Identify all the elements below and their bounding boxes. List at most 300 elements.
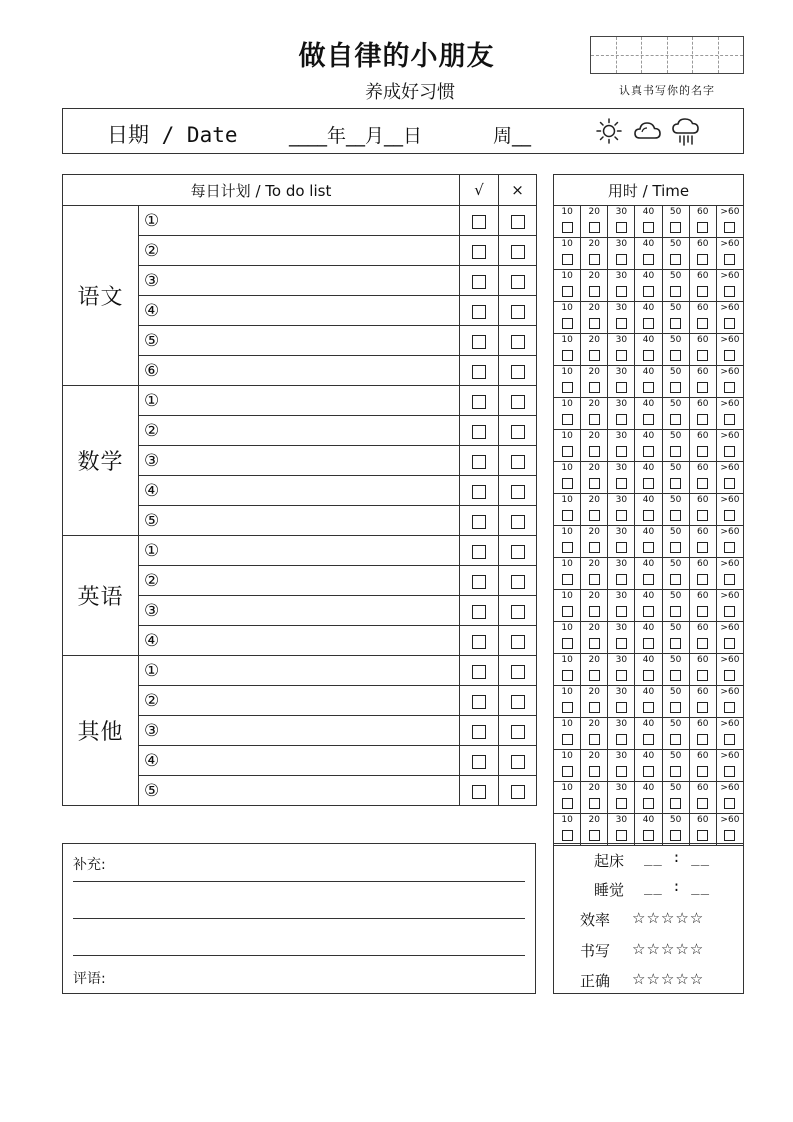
fail-checkbox[interactable]	[511, 245, 525, 259]
time-option[interactable]	[581, 686, 608, 718]
time-option[interactable]	[581, 366, 608, 398]
done-checkbox[interactable]	[472, 425, 486, 439]
fail-checkbox[interactable]	[511, 725, 525, 739]
time-option-checkbox[interactable]	[589, 702, 600, 713]
time-option-checkbox[interactable]	[724, 254, 735, 265]
time-option[interactable]	[581, 526, 608, 558]
time-option-checkbox[interactable]	[670, 446, 681, 457]
time-option-checkbox[interactable]	[670, 510, 681, 521]
time-option-checkbox[interactable]	[562, 446, 573, 457]
done-checkbox[interactable]	[472, 485, 486, 499]
time-option-checkbox[interactable]	[724, 766, 735, 777]
todo-item-number[interactable]: ③	[139, 446, 460, 476]
time-option[interactable]	[635, 462, 662, 494]
time-option-checkbox[interactable]	[670, 350, 681, 361]
time-option-checkbox[interactable]	[616, 382, 627, 393]
time-option[interactable]	[635, 718, 662, 750]
time-option[interactable]	[689, 270, 716, 302]
done-checkbox[interactable]	[472, 305, 486, 319]
time-option[interactable]	[581, 494, 608, 526]
fail-checkbox[interactable]	[511, 425, 525, 439]
time-option[interactable]	[554, 622, 581, 654]
time-option-checkbox[interactable]	[562, 382, 573, 393]
todo-item-number[interactable]: ④	[139, 296, 460, 326]
time-option[interactable]	[716, 430, 743, 462]
time-option[interactable]	[635, 622, 662, 654]
time-option[interactable]	[635, 590, 662, 622]
time-option-checkbox[interactable]	[589, 350, 600, 361]
time-option[interactable]	[608, 718, 635, 750]
time-option-checkbox[interactable]	[562, 510, 573, 521]
time-option-checkbox[interactable]	[562, 414, 573, 425]
time-option[interactable]	[581, 814, 608, 846]
rating-stars[interactable]: ☆☆☆☆☆	[632, 909, 705, 927]
fail-checkbox[interactable]	[511, 215, 525, 229]
time-option[interactable]	[554, 398, 581, 430]
sun-icon[interactable]	[595, 117, 623, 145]
todo-item-number[interactable]: ⑤	[139, 506, 460, 536]
time-option-checkbox[interactable]	[670, 670, 681, 681]
wake-time-blank[interactable]: __ : __	[644, 850, 711, 866]
time-option-checkbox[interactable]	[616, 510, 627, 521]
time-option[interactable]	[635, 238, 662, 270]
time-option-checkbox[interactable]	[643, 574, 654, 585]
time-option[interactable]	[689, 750, 716, 782]
fail-checkbox[interactable]	[511, 575, 525, 589]
time-option[interactable]	[662, 430, 689, 462]
time-option[interactable]	[662, 558, 689, 590]
time-option[interactable]	[635, 750, 662, 782]
time-option-checkbox[interactable]	[616, 478, 627, 489]
time-option[interactable]	[608, 462, 635, 494]
time-option-checkbox[interactable]	[589, 478, 600, 489]
time-option-checkbox[interactable]	[697, 446, 708, 457]
time-option[interactable]	[581, 718, 608, 750]
name-cell[interactable]	[617, 37, 643, 73]
time-option[interactable]	[554, 526, 581, 558]
time-option-checkbox[interactable]	[643, 318, 654, 329]
time-option[interactable]	[662, 238, 689, 270]
time-option[interactable]	[662, 270, 689, 302]
time-option[interactable]	[581, 590, 608, 622]
time-option-checkbox[interactable]	[670, 702, 681, 713]
time-option-checkbox[interactable]	[724, 414, 735, 425]
time-option[interactable]	[662, 590, 689, 622]
time-option[interactable]	[662, 366, 689, 398]
time-option-checkbox[interactable]	[616, 830, 627, 841]
time-option[interactable]	[635, 494, 662, 526]
time-option-checkbox[interactable]	[616, 766, 627, 777]
time-option-checkbox[interactable]	[589, 606, 600, 617]
time-option-checkbox[interactable]	[643, 382, 654, 393]
time-option-checkbox[interactable]	[643, 414, 654, 425]
todo-item-number[interactable]: ①	[139, 536, 460, 566]
time-option[interactable]	[689, 398, 716, 430]
time-option[interactable]	[581, 270, 608, 302]
time-option-checkbox[interactable]	[697, 254, 708, 265]
time-option[interactable]	[554, 462, 581, 494]
time-option[interactable]	[689, 238, 716, 270]
time-option-checkbox[interactable]	[589, 286, 600, 297]
time-option[interactable]	[635, 430, 662, 462]
done-checkbox[interactable]	[472, 635, 486, 649]
time-option[interactable]	[689, 462, 716, 494]
time-option[interactable]	[581, 238, 608, 270]
time-option-checkbox[interactable]	[589, 798, 600, 809]
time-option[interactable]	[662, 654, 689, 686]
time-option[interactable]	[635, 654, 662, 686]
time-option-checkbox[interactable]	[589, 446, 600, 457]
time-option-checkbox[interactable]	[562, 670, 573, 681]
time-option-checkbox[interactable]	[562, 286, 573, 297]
time-option-checkbox[interactable]	[616, 254, 627, 265]
time-option[interactable]	[716, 302, 743, 334]
time-option-checkbox[interactable]	[643, 350, 654, 361]
done-checkbox[interactable]	[472, 275, 486, 289]
time-option-checkbox[interactable]	[562, 318, 573, 329]
time-option[interactable]	[581, 782, 608, 814]
time-option-checkbox[interactable]	[670, 478, 681, 489]
time-option-checkbox[interactable]	[670, 638, 681, 649]
time-option[interactable]	[689, 494, 716, 526]
time-option[interactable]	[581, 334, 608, 366]
time-option-checkbox[interactable]	[724, 734, 735, 745]
time-option[interactable]	[716, 782, 743, 814]
notes-line[interactable]	[73, 918, 525, 919]
done-checkbox[interactable]	[472, 545, 486, 559]
time-option-checkbox[interactable]	[724, 606, 735, 617]
fail-checkbox[interactable]	[511, 335, 525, 349]
todo-item-number[interactable]: ⑤	[139, 776, 460, 806]
time-option-checkbox[interactable]	[724, 286, 735, 297]
time-option-checkbox[interactable]	[670, 830, 681, 841]
time-option[interactable]	[554, 238, 581, 270]
todo-item-number[interactable]: ③	[139, 716, 460, 746]
time-option-checkbox[interactable]	[724, 542, 735, 553]
todo-item-number[interactable]: ⑥	[139, 356, 460, 386]
time-option-checkbox[interactable]	[589, 574, 600, 585]
time-option[interactable]	[608, 366, 635, 398]
time-option-checkbox[interactable]	[670, 798, 681, 809]
time-option-checkbox[interactable]	[697, 670, 708, 681]
name-writing-grid[interactable]	[590, 36, 744, 74]
time-option[interactable]	[554, 654, 581, 686]
time-option-checkbox[interactable]	[670, 542, 681, 553]
time-option-checkbox[interactable]	[724, 638, 735, 649]
todo-item-number[interactable]: ④	[139, 626, 460, 656]
time-option[interactable]	[662, 494, 689, 526]
time-option-checkbox[interactable]	[670, 254, 681, 265]
time-option-checkbox[interactable]	[616, 574, 627, 585]
time-option[interactable]	[581, 750, 608, 782]
todo-item-number[interactable]: ②	[139, 686, 460, 716]
time-option[interactable]	[689, 718, 716, 750]
time-option-checkbox[interactable]	[697, 414, 708, 425]
time-option[interactable]	[689, 558, 716, 590]
time-option-checkbox[interactable]	[616, 542, 627, 553]
time-option-checkbox[interactable]	[562, 734, 573, 745]
time-option[interactable]	[689, 366, 716, 398]
fail-checkbox[interactable]	[511, 365, 525, 379]
todo-item-number[interactable]: ①	[139, 656, 460, 686]
done-checkbox[interactable]	[472, 695, 486, 709]
time-option-checkbox[interactable]	[616, 318, 627, 329]
time-option-checkbox[interactable]	[589, 222, 600, 233]
time-option[interactable]	[608, 494, 635, 526]
time-option-checkbox[interactable]	[670, 414, 681, 425]
time-option[interactable]	[635, 686, 662, 718]
time-option-checkbox[interactable]	[697, 318, 708, 329]
time-option[interactable]	[689, 782, 716, 814]
time-option[interactable]	[716, 238, 743, 270]
time-option[interactable]	[581, 654, 608, 686]
time-option[interactable]	[554, 782, 581, 814]
fail-checkbox[interactable]	[511, 275, 525, 289]
time-option[interactable]	[716, 334, 743, 366]
time-option[interactable]	[689, 686, 716, 718]
time-option-checkbox[interactable]	[616, 734, 627, 745]
done-checkbox[interactable]	[472, 575, 486, 589]
notes-line[interactable]	[73, 955, 525, 956]
done-checkbox[interactable]	[472, 365, 486, 379]
time-option[interactable]	[662, 334, 689, 366]
time-option-checkbox[interactable]	[724, 222, 735, 233]
time-option[interactable]	[554, 750, 581, 782]
time-option-checkbox[interactable]	[697, 222, 708, 233]
time-option-checkbox[interactable]	[562, 350, 573, 361]
time-option-checkbox[interactable]	[724, 574, 735, 585]
name-cell[interactable]	[642, 37, 668, 73]
time-option[interactable]	[581, 430, 608, 462]
time-option-checkbox[interactable]	[697, 542, 708, 553]
time-option-checkbox[interactable]	[670, 766, 681, 777]
time-option[interactable]	[608, 622, 635, 654]
time-option-checkbox[interactable]	[616, 222, 627, 233]
time-option[interactable]	[608, 302, 635, 334]
time-option-checkbox[interactable]	[589, 734, 600, 745]
time-option-checkbox[interactable]	[616, 606, 627, 617]
time-option-checkbox[interactable]	[589, 830, 600, 841]
time-option[interactable]	[554, 334, 581, 366]
time-option-checkbox[interactable]	[562, 574, 573, 585]
time-option-checkbox[interactable]	[616, 446, 627, 457]
time-option[interactable]	[662, 814, 689, 846]
time-option-checkbox[interactable]	[562, 798, 573, 809]
time-option[interactable]	[635, 270, 662, 302]
time-option-checkbox[interactable]	[724, 478, 735, 489]
time-option[interactable]	[716, 462, 743, 494]
time-option[interactable]	[608, 590, 635, 622]
done-checkbox[interactable]	[472, 665, 486, 679]
done-checkbox[interactable]	[472, 215, 486, 229]
time-option-checkbox[interactable]	[697, 798, 708, 809]
time-option-checkbox[interactable]	[562, 830, 573, 841]
time-option[interactable]	[581, 558, 608, 590]
time-option[interactable]	[554, 686, 581, 718]
time-option[interactable]	[716, 558, 743, 590]
time-option[interactable]	[635, 334, 662, 366]
time-option-checkbox[interactable]	[724, 830, 735, 841]
time-option-checkbox[interactable]	[697, 702, 708, 713]
time-option[interactable]	[554, 558, 581, 590]
time-option-checkbox[interactable]	[643, 734, 654, 745]
time-option[interactable]	[554, 590, 581, 622]
fail-checkbox[interactable]	[511, 665, 525, 679]
time-option[interactable]	[716, 814, 743, 846]
time-option-checkbox[interactable]	[643, 254, 654, 265]
time-option[interactable]	[716, 654, 743, 686]
time-option[interactable]	[554, 270, 581, 302]
fail-checkbox[interactable]	[511, 785, 525, 799]
time-option-checkbox[interactable]	[616, 350, 627, 361]
time-option[interactable]	[689, 334, 716, 366]
time-option[interactable]	[716, 398, 743, 430]
time-option[interactable]	[554, 366, 581, 398]
fail-checkbox[interactable]	[511, 305, 525, 319]
time-option[interactable]	[662, 750, 689, 782]
time-option[interactable]	[608, 686, 635, 718]
time-option[interactable]	[635, 366, 662, 398]
time-option[interactable]	[635, 814, 662, 846]
fail-checkbox[interactable]	[511, 455, 525, 469]
time-option[interactable]	[581, 398, 608, 430]
time-option[interactable]	[581, 302, 608, 334]
fail-checkbox[interactable]	[511, 635, 525, 649]
time-option-checkbox[interactable]	[643, 830, 654, 841]
time-option[interactable]	[662, 462, 689, 494]
fail-checkbox[interactable]	[511, 695, 525, 709]
time-option[interactable]	[662, 782, 689, 814]
time-option-checkbox[interactable]	[697, 574, 708, 585]
done-checkbox[interactable]	[472, 605, 486, 619]
time-option-checkbox[interactable]	[643, 766, 654, 777]
time-option-checkbox[interactable]	[616, 414, 627, 425]
done-checkbox[interactable]	[472, 785, 486, 799]
time-option-checkbox[interactable]	[589, 382, 600, 393]
time-option-checkbox[interactable]	[670, 286, 681, 297]
time-option-checkbox[interactable]	[724, 318, 735, 329]
time-option[interactable]	[608, 206, 635, 238]
notes-line[interactable]	[73, 881, 525, 882]
time-option[interactable]	[716, 622, 743, 654]
time-option-checkbox[interactable]	[589, 414, 600, 425]
name-cell[interactable]	[693, 37, 719, 73]
todo-item-number[interactable]: ⑤	[139, 326, 460, 356]
time-option[interactable]	[716, 718, 743, 750]
time-option-checkbox[interactable]	[724, 798, 735, 809]
time-option-checkbox[interactable]	[643, 606, 654, 617]
time-option[interactable]	[716, 526, 743, 558]
todo-item-number[interactable]: ③	[139, 596, 460, 626]
time-option[interactable]	[608, 238, 635, 270]
time-option-checkbox[interactable]	[562, 702, 573, 713]
time-option-checkbox[interactable]	[643, 542, 654, 553]
time-option-checkbox[interactable]	[616, 286, 627, 297]
time-option[interactable]	[716, 366, 743, 398]
fail-checkbox[interactable]	[511, 755, 525, 769]
time-option[interactable]	[689, 590, 716, 622]
fail-checkbox[interactable]	[511, 605, 525, 619]
time-option[interactable]	[608, 558, 635, 590]
time-option[interactable]	[662, 398, 689, 430]
rating-stars[interactable]: ☆☆☆☆☆	[632, 970, 705, 988]
time-option-checkbox[interactable]	[589, 670, 600, 681]
time-option[interactable]	[689, 622, 716, 654]
time-option[interactable]	[716, 590, 743, 622]
time-option[interactable]	[608, 654, 635, 686]
name-cell[interactable]	[668, 37, 694, 73]
time-option[interactable]	[554, 206, 581, 238]
rating-stars[interactable]: ☆☆☆☆☆	[632, 940, 705, 958]
time-option[interactable]	[662, 718, 689, 750]
time-option-checkbox[interactable]	[670, 222, 681, 233]
time-option[interactable]	[581, 206, 608, 238]
fail-checkbox[interactable]	[511, 545, 525, 559]
time-option[interactable]	[554, 302, 581, 334]
time-option[interactable]	[689, 814, 716, 846]
time-option[interactable]	[689, 302, 716, 334]
cloud-icon[interactable]	[633, 117, 663, 145]
time-option[interactable]	[689, 654, 716, 686]
rain-cloud-icon[interactable]	[671, 117, 701, 147]
time-option[interactable]	[554, 718, 581, 750]
time-option-checkbox[interactable]	[562, 478, 573, 489]
todo-item-number[interactable]: ①	[139, 386, 460, 416]
done-checkbox[interactable]	[472, 245, 486, 259]
fail-checkbox[interactable]	[511, 485, 525, 499]
done-checkbox[interactable]	[472, 515, 486, 529]
time-option-checkbox[interactable]	[697, 766, 708, 777]
done-checkbox[interactable]	[472, 335, 486, 349]
time-option[interactable]	[662, 302, 689, 334]
time-option-checkbox[interactable]	[562, 222, 573, 233]
time-option-checkbox[interactable]	[697, 286, 708, 297]
time-option-checkbox[interactable]	[616, 798, 627, 809]
name-cell[interactable]	[719, 37, 744, 73]
done-checkbox[interactable]	[472, 395, 486, 409]
time-option[interactable]	[608, 526, 635, 558]
time-option-checkbox[interactable]	[643, 638, 654, 649]
fail-checkbox[interactable]	[511, 515, 525, 529]
time-option[interactable]	[689, 206, 716, 238]
time-option[interactable]	[608, 334, 635, 366]
time-option[interactable]	[716, 206, 743, 238]
time-option-checkbox[interactable]	[697, 606, 708, 617]
time-option[interactable]	[662, 206, 689, 238]
time-option-checkbox[interactable]	[562, 638, 573, 649]
time-option[interactable]	[608, 270, 635, 302]
done-checkbox[interactable]	[472, 755, 486, 769]
time-option-checkbox[interactable]	[562, 606, 573, 617]
time-option-checkbox[interactable]	[724, 446, 735, 457]
todo-item-number[interactable]: ②	[139, 566, 460, 596]
time-option[interactable]	[635, 302, 662, 334]
time-option[interactable]	[716, 494, 743, 526]
time-option-checkbox[interactable]	[643, 510, 654, 521]
time-option[interactable]	[716, 750, 743, 782]
time-option-checkbox[interactable]	[670, 734, 681, 745]
time-option[interactable]	[689, 430, 716, 462]
time-option[interactable]	[608, 430, 635, 462]
time-option[interactable]	[608, 398, 635, 430]
time-option-checkbox[interactable]	[562, 542, 573, 553]
time-option-checkbox[interactable]	[670, 382, 681, 393]
time-option[interactable]	[716, 686, 743, 718]
time-option-checkbox[interactable]	[724, 510, 735, 521]
time-option-checkbox[interactable]	[562, 254, 573, 265]
done-checkbox[interactable]	[472, 455, 486, 469]
time-option[interactable]	[662, 686, 689, 718]
